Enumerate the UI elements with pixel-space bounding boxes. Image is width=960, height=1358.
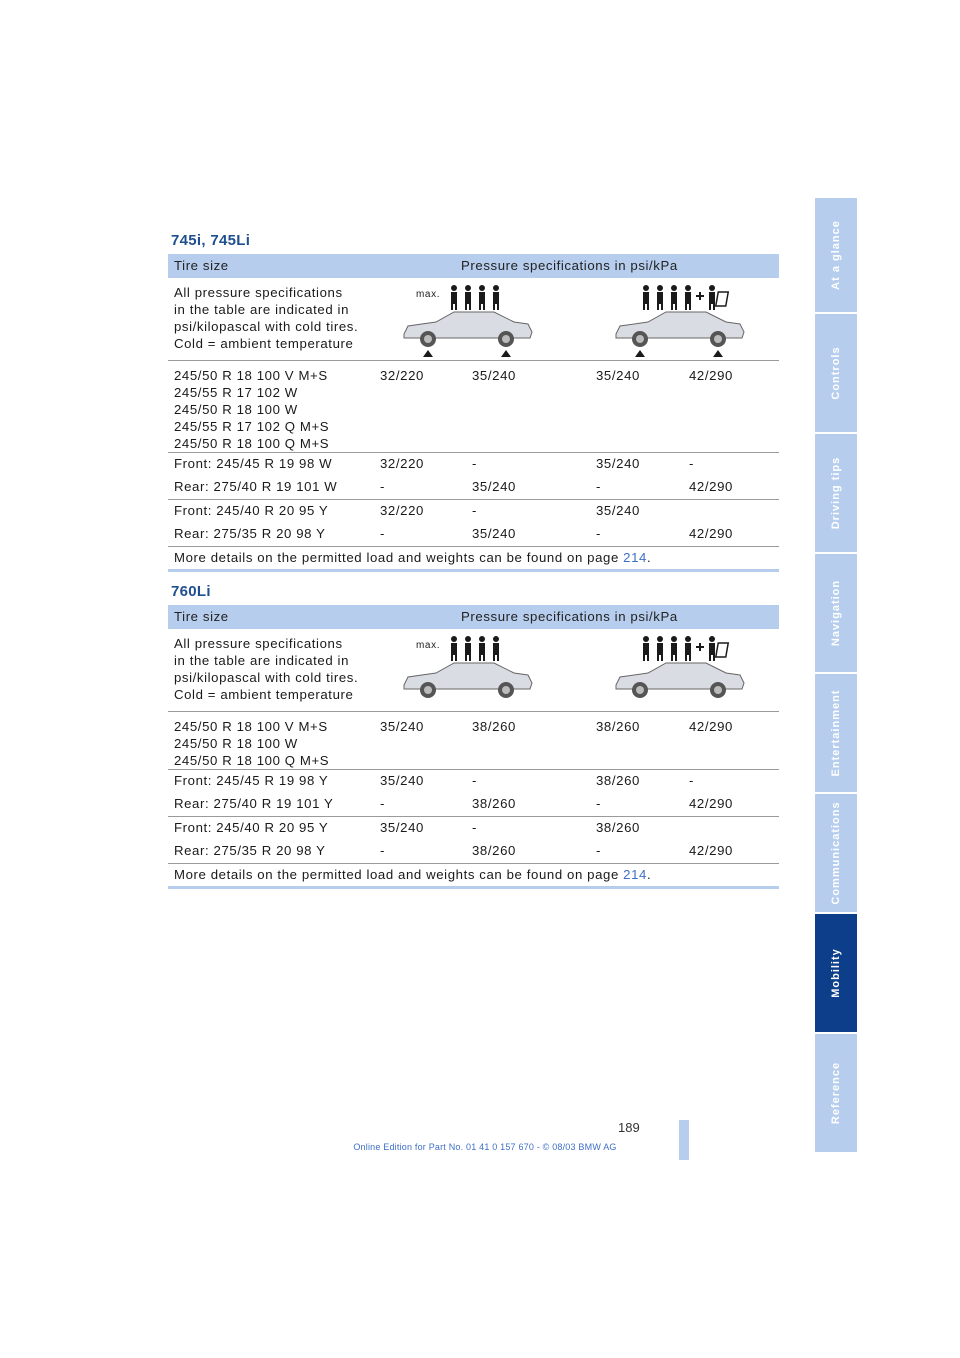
tire-size-cell: Rear: 275/40 R 19 101 Y [174, 796, 334, 811]
tire-size-cell: Front: 245/40 R 20 95 Y [174, 503, 329, 518]
pressure-cell: - [596, 526, 601, 541]
pressure-cell: 42/290 [689, 368, 733, 383]
tire-size-cell: Front: 245/45 R 19 98 Y [174, 773, 329, 788]
table-row [168, 840, 779, 863]
note-end: . [646, 550, 652, 565]
pressure-cell: - [472, 503, 477, 518]
pressure-cell: 38/260 [472, 796, 516, 811]
pressure-cell: - [472, 773, 477, 788]
pressure-cell: 42/290 [689, 719, 733, 734]
page-link[interactable]: 214 [623, 867, 647, 882]
pressure-cell: 35/240 [596, 503, 640, 518]
pressure-cell: 38/260 [472, 843, 516, 858]
intro-row [168, 629, 779, 712]
table-row-pair [168, 817, 779, 864]
tire-size-header: Tire size [174, 258, 229, 273]
pressure-cell: 35/240 [472, 526, 516, 541]
car-max-load-luggage-icon [608, 633, 768, 709]
page-number: 189 [618, 1120, 640, 1135]
car-max-load-icon [396, 282, 556, 358]
pressure-cell: 35/240 [596, 368, 640, 383]
pressure-cell: 35/240 [472, 479, 516, 494]
pressure-table-760 [168, 605, 779, 889]
table-row-pair [168, 453, 779, 500]
page-marker [679, 1120, 689, 1160]
table-row [168, 361, 779, 453]
pressure-cell: 35/240 [472, 368, 516, 383]
tab-reference[interactable] [815, 1034, 857, 1152]
pressure-cell: 38/260 [596, 773, 640, 788]
intro-text: All pressure specifications in the table are indicated in psi/kilopascal with cold tires. Cold = ambient temperature [174, 636, 359, 702]
pressure-cell: - [380, 796, 385, 811]
chapter-tabs [815, 198, 857, 1154]
tire-size-header: Tire size [174, 609, 229, 624]
pressure-cell: - [472, 456, 477, 471]
tire-size-cell: Rear: 275/35 R 20 98 Y [174, 843, 326, 858]
pressure-cell: 38/260 [596, 719, 640, 734]
tire-size-cell: 245/50 R 18 100 V M+S 245/55 R 17 102 W 245/50 R 18 100 W 245/55 R 17 102 Q M+S 245/50 R 18 100 Q M+S [174, 368, 330, 451]
table-header [168, 254, 779, 278]
tire-size-cell: 245/50 R 18 100 V M+S 245/50 R 18 100 W 245/50 R 18 100 Q M+S [174, 719, 330, 768]
pressure-cell: 35/240 [380, 773, 424, 788]
table-row [168, 453, 779, 476]
tab-entertainment[interactable] [815, 674, 857, 792]
table-note [168, 547, 779, 572]
tire-size-cell: Front: 245/40 R 20 95 Y [174, 820, 329, 835]
max-label: max. [416, 640, 441, 651]
tab-label: Navigation [830, 579, 842, 647]
table-row [168, 500, 779, 523]
table-row-pair [168, 770, 779, 817]
page-link[interactable]: 214 [623, 550, 647, 565]
tab-navigation[interactable] [815, 554, 857, 672]
table-row [168, 476, 779, 499]
pressure-cell: 35/240 [596, 456, 640, 471]
tab-label: Entertainment [830, 689, 842, 777]
pressure-cell: 42/290 [689, 796, 733, 811]
note-text: More details on the permitted load and weights can be found on page [174, 867, 624, 882]
note-text: More details on the permitted load and weights can be found on page [174, 550, 624, 565]
table-note [168, 864, 779, 889]
footer-text: Online Edition for Part No. 01 41 0 157 670 - © 08/03 BMW AG [353, 1142, 617, 1152]
pressure-cell: - [380, 526, 385, 541]
tire-size-cell: Rear: 275/40 R 19 101 W [174, 479, 338, 494]
footer-edition [0, 1142, 960, 1152]
pressure-cell: - [689, 773, 694, 788]
pressure-cell: - [472, 820, 477, 835]
pressure-cell: - [596, 843, 601, 858]
tab-communications[interactable] [815, 794, 857, 912]
tire-size-cell: Rear: 275/35 R 20 98 Y [174, 526, 326, 541]
pressure-cell: 35/240 [380, 820, 424, 835]
table-header [168, 605, 779, 629]
table-row [168, 712, 779, 770]
tab-label: Driving tips [830, 456, 842, 530]
car-max-load-icon [396, 633, 556, 709]
pressure-cell: - [596, 479, 601, 494]
tab-label: Communications [830, 801, 842, 905]
table-row [168, 817, 779, 840]
car-max-load-luggage-icon [608, 282, 768, 358]
pressure-cell: 32/220 [380, 456, 424, 471]
pressure-cell: 42/290 [689, 843, 733, 858]
table-row [168, 793, 779, 816]
tab-label: Controls [830, 346, 842, 400]
tab-at-a-glance[interactable] [815, 198, 857, 312]
tab-driving-tips[interactable] [815, 434, 857, 552]
pressure-cell: - [596, 796, 601, 811]
pressure-cell: - [380, 479, 385, 494]
intro-text: All pressure specifications in the table are indicated in psi/kilopascal with cold tires. Cold = ambient temperature [174, 285, 359, 351]
pressure-table-745 [168, 254, 779, 572]
pressure-cell: 42/290 [689, 526, 733, 541]
table-row [168, 770, 779, 793]
pressure-header: Pressure specifications in psi/kPa [461, 609, 678, 624]
pressure-cell: 42/290 [689, 479, 733, 494]
tab-label: At a glance [830, 220, 842, 290]
pressure-cell: - [689, 456, 694, 471]
pressure-cell: 38/260 [472, 719, 516, 734]
note-end: . [646, 867, 652, 882]
pressure-cell: 38/260 [596, 820, 640, 835]
pressure-cell: 35/240 [380, 719, 424, 734]
tab-controls[interactable] [815, 314, 857, 432]
tab-label: Reference [830, 1061, 842, 1125]
section-title-760: 760Li [171, 583, 211, 600]
max-label: max. [416, 289, 441, 300]
table-row-pair [168, 500, 779, 547]
tire-size-cell: Front: 245/45 R 19 98 W [174, 456, 333, 471]
intro-row [168, 278, 779, 361]
tab-mobility[interactable] [815, 914, 857, 1032]
pressure-cell: - [380, 843, 385, 858]
section-title-745: 745i, 745Li [171, 232, 251, 249]
table-row [168, 523, 779, 546]
pressure-cell: 32/220 [380, 368, 424, 383]
tab-label: Mobility [830, 948, 842, 998]
pressure-cell: 32/220 [380, 503, 424, 518]
pressure-header: Pressure specifications in psi/kPa [461, 258, 678, 273]
